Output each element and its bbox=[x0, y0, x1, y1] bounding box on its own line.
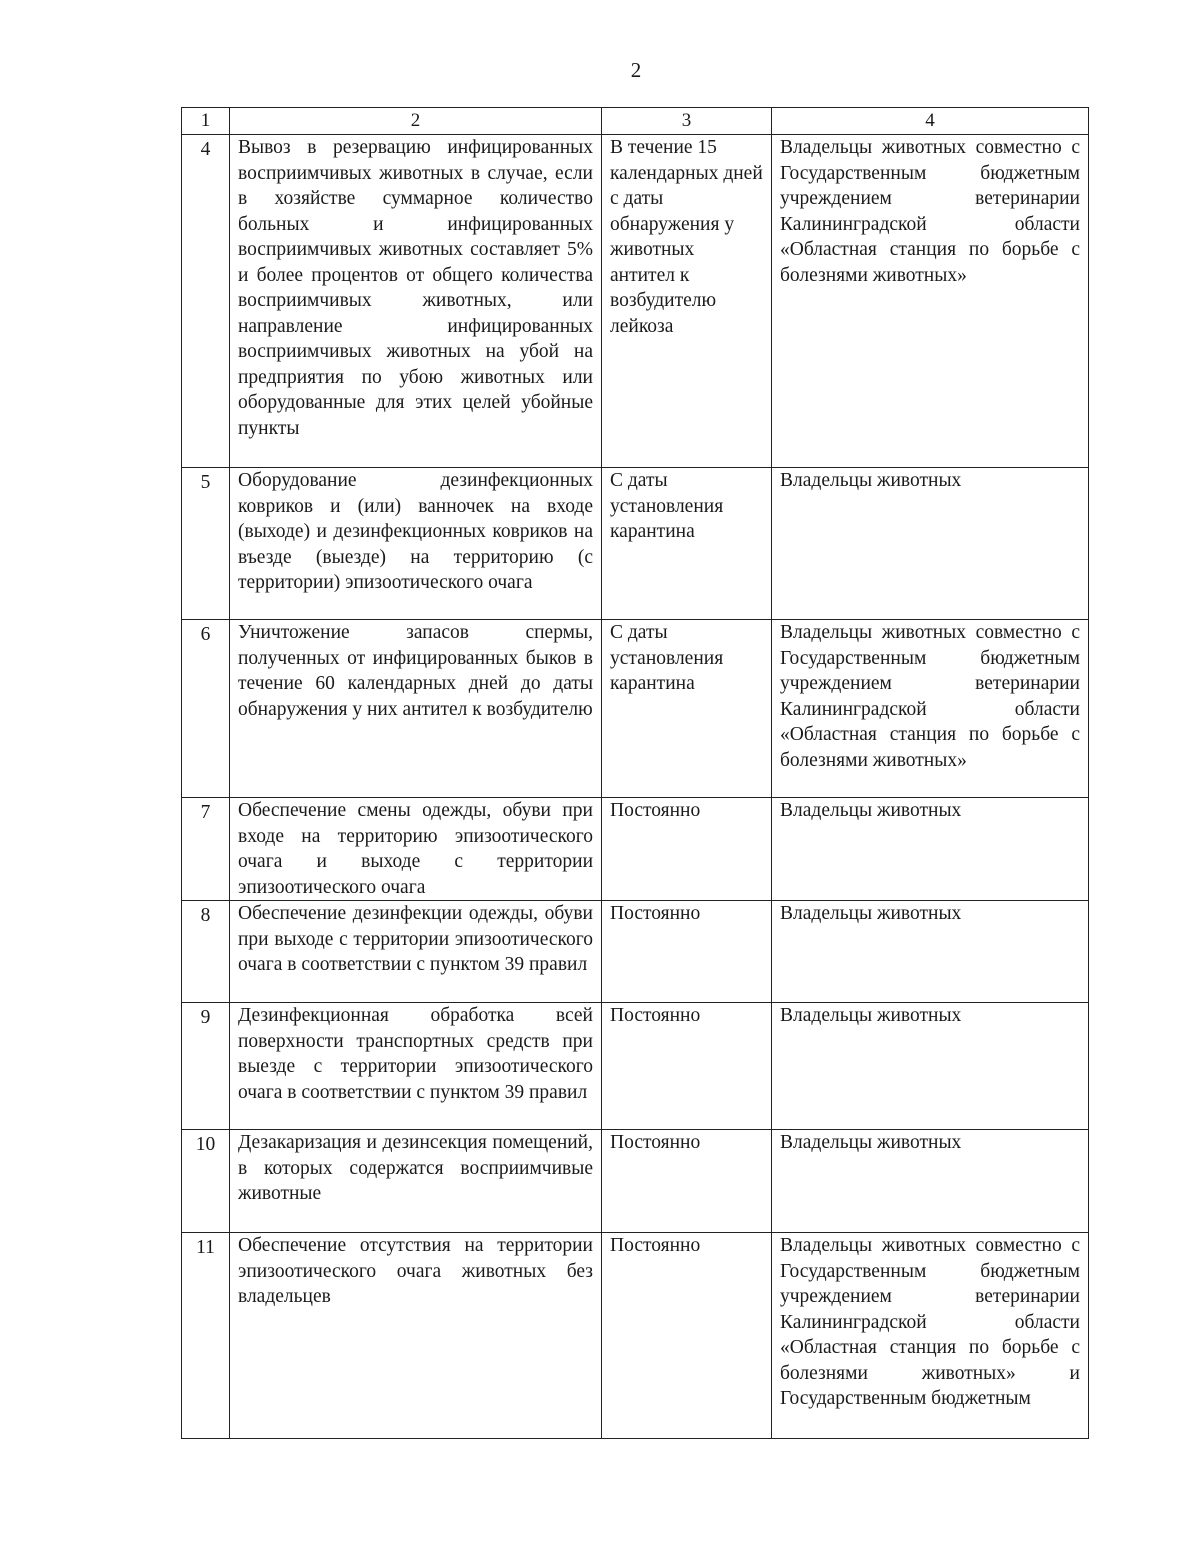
header-cell: 4 bbox=[772, 108, 1089, 135]
measures-table bbox=[181, 107, 1089, 1439]
term-cell: С даты установления карантина bbox=[602, 620, 772, 798]
table-row bbox=[182, 798, 1089, 901]
term-cell: Постоянно bbox=[602, 1233, 772, 1439]
measure-cell: Оборудование дезинфекционных ковриков и (или) ванночек на входе (выходе) и дезинфекционных ковриков на въезде (выезде) на территорию (с территории) эпизоотического очага bbox=[230, 468, 602, 620]
table-row bbox=[182, 1003, 1089, 1130]
responsible-cell: Владельцы животных bbox=[772, 1003, 1089, 1130]
term-cell: Постоянно bbox=[602, 798, 772, 901]
row-number: 7 bbox=[182, 798, 230, 901]
table-row bbox=[182, 135, 1089, 468]
row-number: 6 bbox=[182, 620, 230, 798]
responsible-cell: Владельцы животных совместно с Государственным бюджетным учреждением ветеринарии Калининградской области «Областная станция по борьбе с болезнями животных» и Государственным бюджетным bbox=[772, 1233, 1089, 1439]
term-cell: В течение 15 календарных дней с даты обнаружения у животных антител к возбудителю лейкоза bbox=[602, 135, 772, 468]
table-row bbox=[182, 901, 1089, 1003]
measure-cell: Дезинфекционная обработка всей поверхности транспортных средств при выезде с территории эпизоотического очага в соответствии с пунктом 39 правил bbox=[230, 1003, 602, 1130]
measure-cell: Обеспечение дезинфекции одежды, обуви при выходе с территории эпизоотического очага в соответствии с пунктом 39 правил bbox=[230, 901, 602, 1003]
term-cell: Постоянно bbox=[602, 1130, 772, 1233]
measure-cell: Дезакаризация и дезинсекция помещений, в которых содержатся восприимчивые животные bbox=[230, 1130, 602, 1233]
row-number: 4 bbox=[182, 135, 230, 468]
header-cell: 1 bbox=[182, 108, 230, 135]
row-number: 11 bbox=[182, 1233, 230, 1439]
header-cell: 2 bbox=[230, 108, 602, 135]
term-cell: Постоянно bbox=[602, 901, 772, 1003]
term-cell: С даты установления карантина bbox=[602, 468, 772, 620]
row-number: 5 bbox=[182, 468, 230, 620]
header-cell: 3 bbox=[602, 108, 772, 135]
measure-cell: Вывоз в резервацию инфицированных восприимчивых животных в случае, если в хозяйстве суммарное количество больных и инфицированных восприимчивых животных составляет 5% и более процентов от общего количества восприимчивых животных, или направление инфицированных восприимчивых животных на убой на предприятия по убою животных или оборудованные для этих целей убойные пункты bbox=[230, 135, 602, 468]
page-number: 2 bbox=[630, 58, 642, 82]
row-number: 10 bbox=[182, 1130, 230, 1233]
table-row bbox=[182, 468, 1089, 620]
responsible-cell: Владельцы животных bbox=[772, 468, 1089, 620]
term-cell: Постоянно bbox=[602, 1003, 772, 1130]
measure-cell: Обеспечение смены одежды, обуви при входе на территорию эпизоотического очага и выходе с территории эпизоотического очага bbox=[230, 798, 602, 901]
responsible-cell: Владельцы животных bbox=[772, 901, 1089, 1003]
responsible-cell: Владельцы животных bbox=[772, 798, 1089, 901]
measure-cell: Уничтожение запасов спермы, полученных от инфицированных быков в течение 60 календарных дней до даты обнаружения у них антител к возбудителю bbox=[230, 620, 602, 798]
responsible-cell: Владельцы животных совместно с Государственным бюджетным учреждением ветеринарии Калининградской области «Областная станция по борьбе с болезнями животных» bbox=[772, 620, 1089, 798]
table-row bbox=[182, 1130, 1089, 1233]
measure-cell: Обеспечение отсутствия на территории эпизоотического очага животных без владельцев bbox=[230, 1233, 602, 1439]
row-number: 9 bbox=[182, 1003, 230, 1130]
table-row bbox=[182, 620, 1089, 798]
table-header-row bbox=[182, 108, 1089, 135]
table-row bbox=[182, 1233, 1089, 1439]
responsible-cell: Владельцы животных bbox=[772, 1130, 1089, 1233]
row-number: 8 bbox=[182, 901, 230, 1003]
responsible-cell: Владельцы животных совместно с Государственным бюджетным учреждением ветеринарии Калининградской области «Областная станция по борьбе с болезнями животных» bbox=[772, 135, 1089, 468]
